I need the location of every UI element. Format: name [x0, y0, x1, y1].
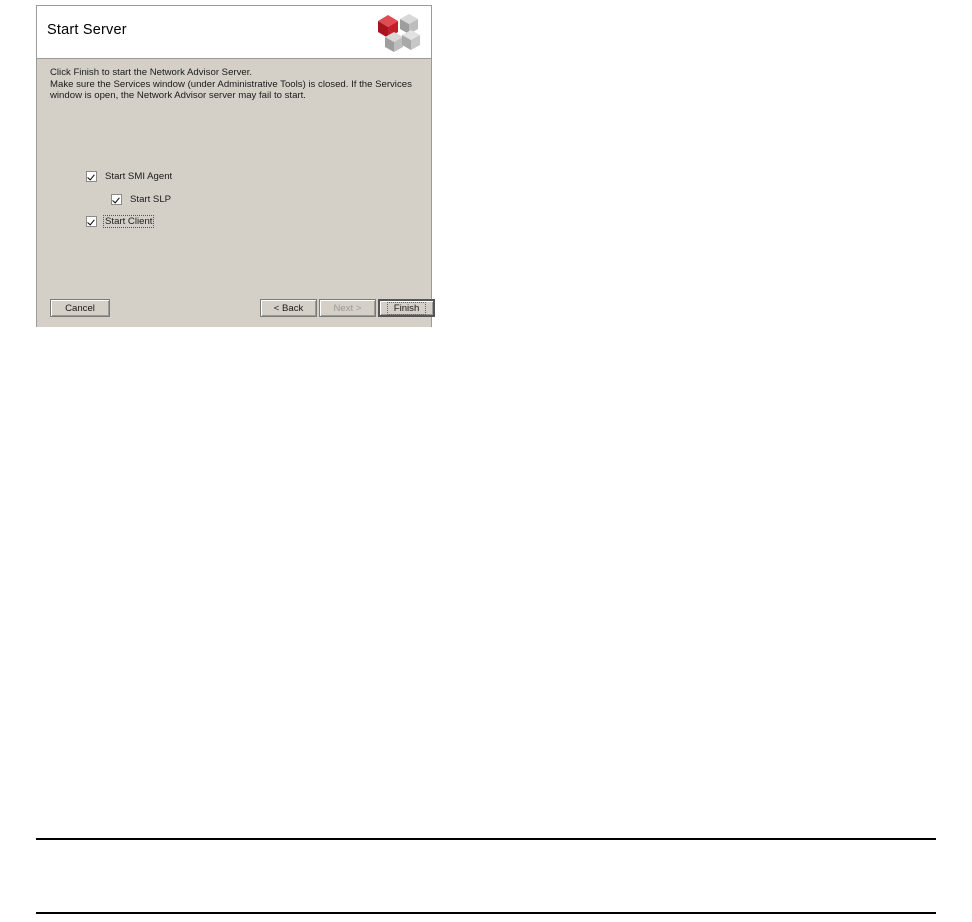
instruction-line-1: Click Finish to start the Network Advisor Server. [50, 67, 253, 78]
start-client-label: Start Client [105, 216, 153, 227]
start-slp-label: Start SLP [130, 194, 172, 205]
instruction-text [50, 67, 410, 102]
next-button-label: Next > [333, 302, 362, 314]
finish-button-label: Finish [387, 302, 427, 315]
cancel-button-label: Cancel [65, 302, 95, 314]
dialog-title-bar [37, 6, 431, 59]
page-divider-lower [36, 912, 936, 914]
instruction-line-2: Make sure the Services window (under Administrative Tools) is closed. If the Services [50, 78, 412, 90]
dialog-body [37, 59, 431, 327]
finish-button[interactable] [378, 299, 435, 317]
start-smi-agent-checkbox[interactable] [86, 171, 97, 182]
page-divider-upper [36, 838, 936, 840]
cancel-button[interactable] [50, 299, 110, 317]
option-row-start-smi-agent[interactable] [86, 170, 174, 183]
back-button[interactable] [260, 299, 317, 317]
start-server-dialog [36, 5, 432, 327]
instruction-line-3: window is open, the Network Advisor server may fail to start. [50, 90, 306, 102]
start-slp-checkbox[interactable] [111, 194, 122, 205]
option-row-start-client[interactable] [86, 215, 154, 228]
dialog-title: Start Server [47, 22, 127, 38]
start-smi-agent-label: Start SMI Agent [105, 171, 173, 182]
server-cubes-logo-icon [375, 10, 421, 56]
option-row-start-slp[interactable] [111, 193, 173, 206]
back-button-label: < Back [273, 302, 304, 314]
next-button [319, 299, 376, 317]
dialog-button-bar [37, 299, 431, 321]
start-client-checkbox[interactable] [86, 216, 97, 227]
